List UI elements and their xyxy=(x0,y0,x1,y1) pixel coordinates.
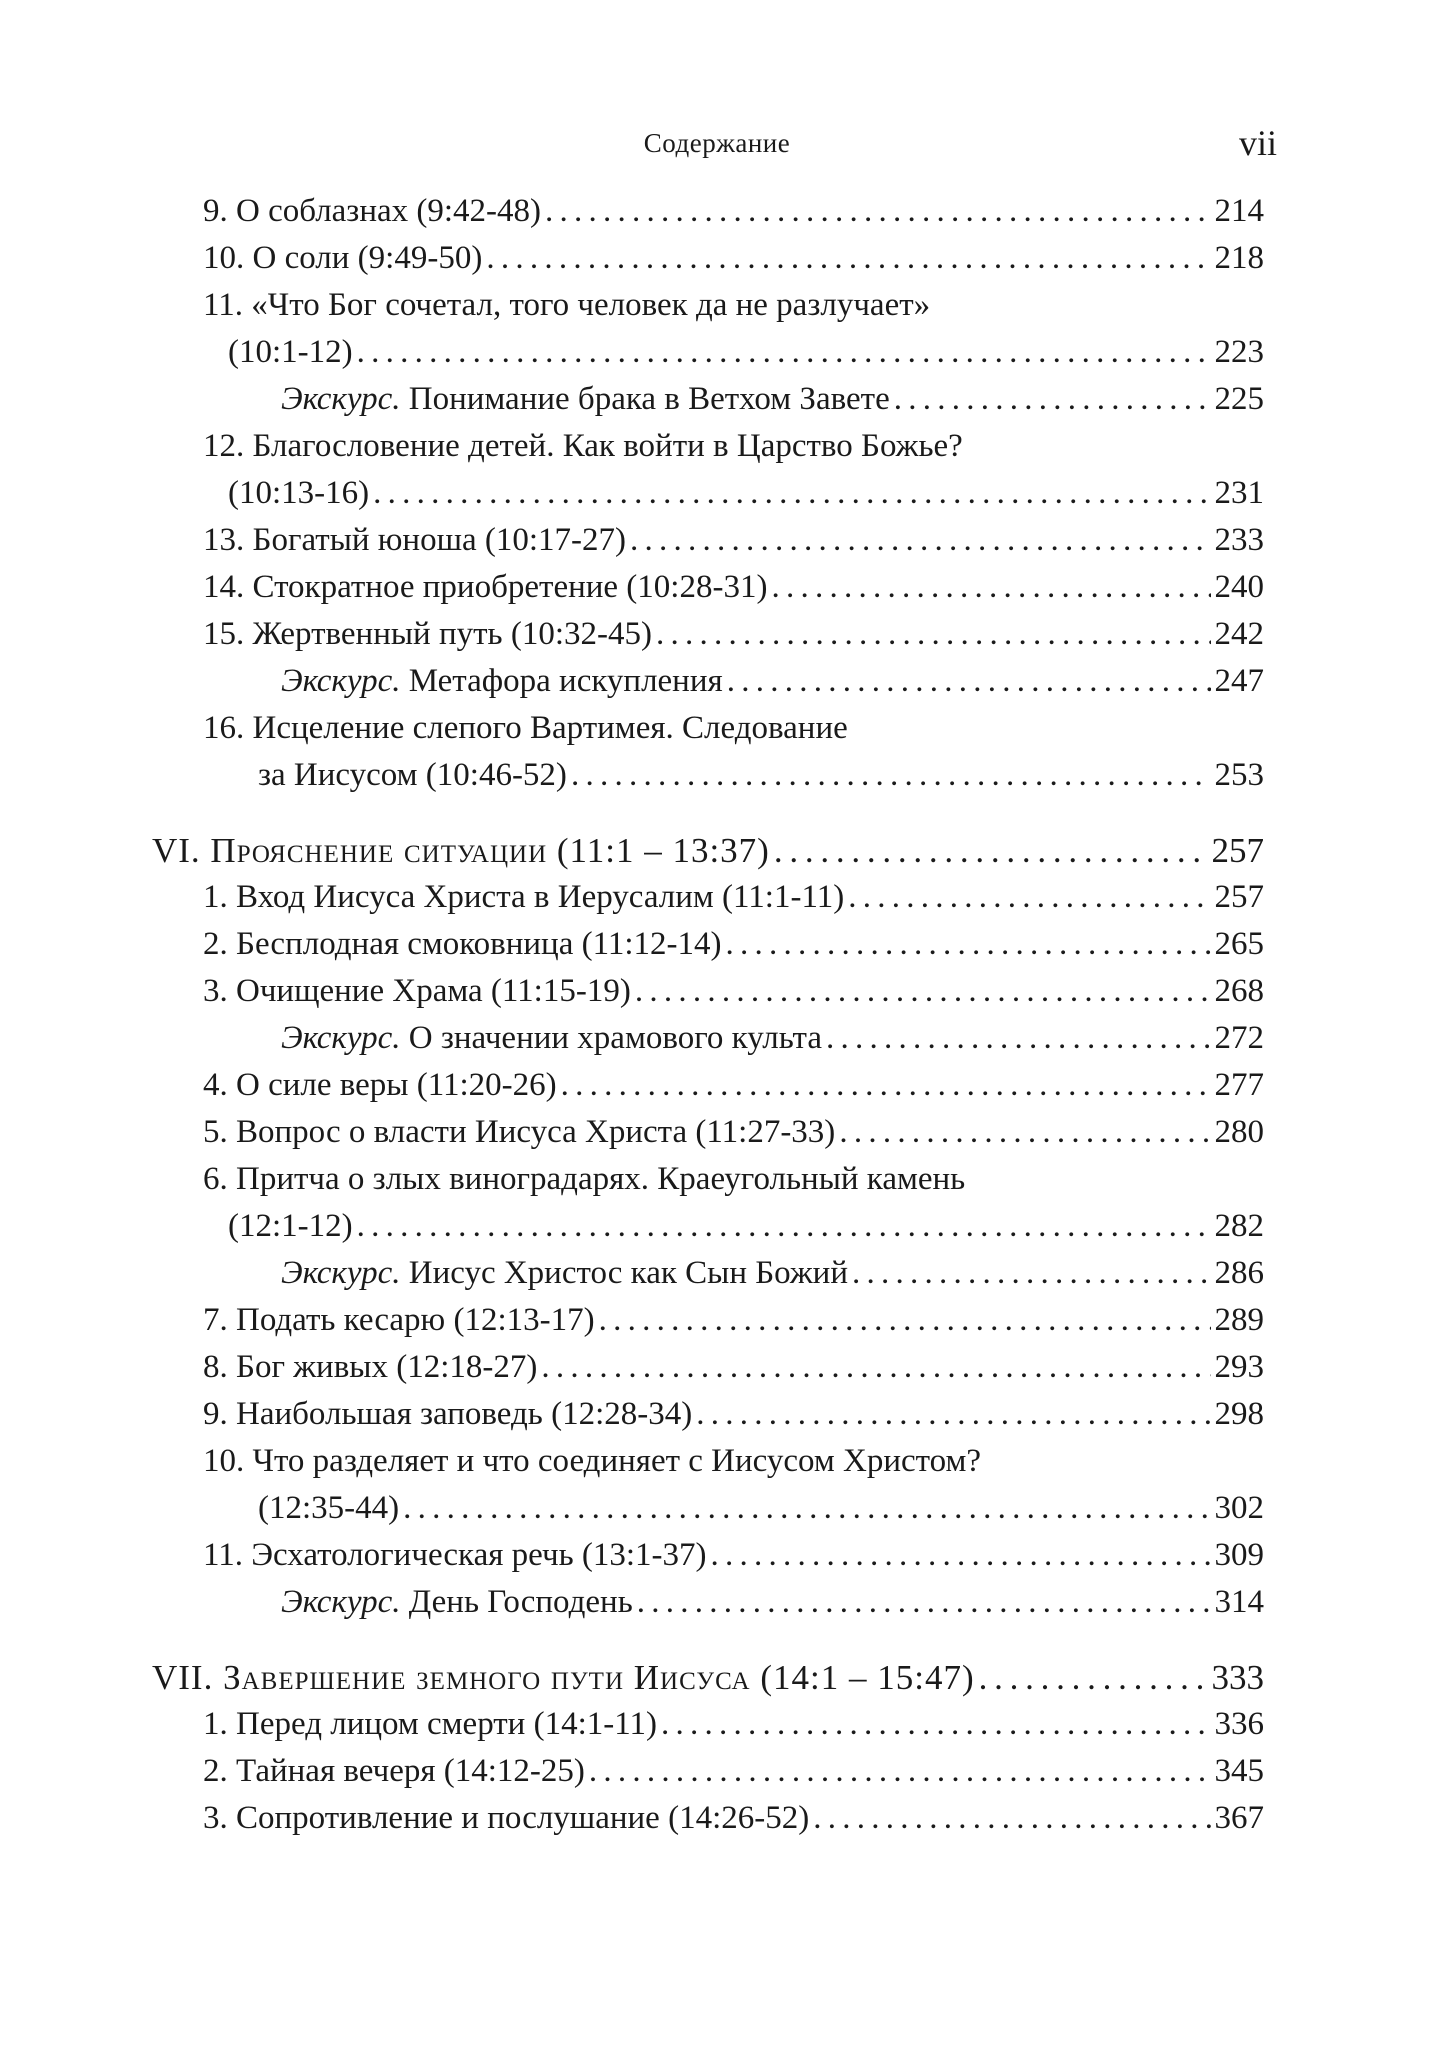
toc-entry[interactable] xyxy=(0,282,1434,376)
toc-excursus[interactable] xyxy=(0,1250,1434,1297)
dot-leader xyxy=(541,1344,1210,1391)
running-head xyxy=(0,122,1434,172)
dot-leader xyxy=(813,1795,1210,1842)
dot-leader xyxy=(826,1015,1210,1062)
table-of-contents xyxy=(0,188,1434,1842)
toc-entry-page: 302 xyxy=(1214,1490,1264,1526)
toc-entry-page: 223 xyxy=(1214,334,1264,370)
toc-entry-page: 240 xyxy=(1214,569,1264,605)
toc-entry-page: 289 xyxy=(1214,1302,1264,1338)
toc-entry-title: Иисус Христос как Сын Божий xyxy=(408,1255,848,1291)
toc-entry-page: 333 xyxy=(1211,1658,1264,1697)
dot-leader xyxy=(630,517,1210,564)
toc-entry-title-continuation: за Иисусом (10:46-52) xyxy=(258,757,567,793)
dot-leader xyxy=(894,376,1211,423)
toc-entry-title: 3. Очищение Храма (11:15-19) xyxy=(203,973,631,1009)
toc-entry-page: 214 xyxy=(1214,193,1264,229)
excursus-label: Экскурс. xyxy=(281,1020,401,1056)
toc-entry-title: Понимание брака в Ветхом Завете xyxy=(408,381,890,417)
toc-entry[interactable] xyxy=(0,517,1434,564)
toc-excursus[interactable] xyxy=(0,376,1434,423)
toc-entry-title: О значении храмового культа xyxy=(408,1020,823,1056)
toc-entry[interactable] xyxy=(0,1297,1434,1344)
toc-entry-title: 7. Подать кесарю (12:13-17) xyxy=(203,1302,595,1338)
toc-entry-page: 286 xyxy=(1214,1255,1264,1291)
dot-leader xyxy=(848,874,1210,921)
dot-leader xyxy=(711,1532,1211,1579)
dot-leader xyxy=(661,1701,1210,1748)
toc-entry[interactable] xyxy=(0,968,1434,1015)
dot-leader xyxy=(561,1062,1211,1109)
dot-leader xyxy=(839,1109,1210,1156)
toc-entry-title-continuation: (10:13-16) xyxy=(228,475,370,511)
toc-entry[interactable] xyxy=(0,1795,1434,1842)
toc-entry-title: День Господень xyxy=(408,1584,633,1620)
toc-entry-page: 277 xyxy=(1214,1067,1264,1103)
toc-entry[interactable] xyxy=(0,564,1434,611)
toc-entry-title: 1. Вход Иисуса Христа в Иерусалим (11:1-11) xyxy=(203,879,845,915)
toc-entry[interactable] xyxy=(0,1748,1434,1795)
dot-leader xyxy=(637,1579,1211,1626)
dot-leader xyxy=(571,752,1211,799)
dot-leader xyxy=(589,1748,1211,1795)
dot-leader xyxy=(852,1250,1211,1297)
dot-leader xyxy=(774,827,1208,874)
toc-excursus[interactable] xyxy=(0,658,1434,705)
toc-entry[interactable] xyxy=(0,235,1434,282)
toc-entry[interactable] xyxy=(0,1391,1434,1438)
excursus-label: Экскурс. xyxy=(281,381,401,417)
toc-entry-page: 225 xyxy=(1214,381,1264,417)
toc-entry[interactable] xyxy=(0,1156,1434,1250)
toc-entry-title-continuation: (12:35-44) xyxy=(258,1490,400,1526)
toc-entry-page: 293 xyxy=(1214,1349,1264,1385)
toc-entry-title-continuation: (10:1-12) xyxy=(228,334,353,370)
dot-leader xyxy=(771,564,1210,611)
dot-leader xyxy=(726,921,1211,968)
toc-entry-title: 5. Вопрос о власти Иисуса Христа (11:27-33) xyxy=(203,1114,836,1150)
toc-entry[interactable] xyxy=(0,921,1434,968)
toc-entry-page: 233 xyxy=(1214,522,1264,558)
toc-entry-page: 345 xyxy=(1214,1753,1264,1789)
toc-entry[interactable] xyxy=(0,1438,1434,1532)
dot-leader xyxy=(357,1203,1211,1250)
toc-entry-page: 298 xyxy=(1214,1396,1264,1432)
toc-entry[interactable] xyxy=(0,1532,1434,1579)
toc-entry-title: 9. Наибольшая заповедь (12:28-34) xyxy=(203,1396,693,1432)
toc-entry-title: 12. Благословение детей. Как войти в Царство Божье? xyxy=(203,428,963,464)
toc-entry[interactable] xyxy=(0,1062,1434,1109)
toc-entry-page: 257 xyxy=(1211,831,1264,870)
toc-entry[interactable] xyxy=(0,188,1434,235)
toc-entry-title: 10. Что разделяет и что соединяет с Иисусом Христом? xyxy=(203,1443,982,1479)
toc-entry-page: 231 xyxy=(1214,475,1264,511)
excursus-label: Экскурс. xyxy=(281,1584,401,1620)
dot-leader xyxy=(979,1654,1208,1701)
toc-entry-page: 253 xyxy=(1214,757,1264,793)
toc-excursus[interactable] xyxy=(0,1579,1434,1626)
toc-entry-title: 14. Стократное приобретение (10:28-31) xyxy=(203,569,768,605)
dot-leader xyxy=(727,658,1211,705)
toc-entry-title: Метафора искупления xyxy=(408,663,723,699)
toc-entry-title: 6. Притча о злых виноградарях. Краеугольный камень xyxy=(203,1161,966,1197)
running-title: Содержание xyxy=(643,128,791,158)
toc-entry[interactable] xyxy=(0,423,1434,517)
toc-entry-title: 15. Жертвенный путь (10:32-45) xyxy=(203,616,652,652)
toc-entry-page: 309 xyxy=(1214,1537,1264,1573)
toc-entry[interactable] xyxy=(0,705,1434,799)
excursus-label: Экскурс. xyxy=(281,1255,401,1291)
toc-section[interactable] xyxy=(0,1654,1434,1701)
toc-entry-page: 265 xyxy=(1214,926,1264,962)
toc-entry-title: 1. Перед лицом смерти (14:1-11) xyxy=(203,1706,658,1742)
toc-entry-title: 2. Тайная вечеря (14:12-25) xyxy=(203,1753,585,1789)
toc-entry-page: 282 xyxy=(1214,1208,1264,1244)
dot-leader xyxy=(357,329,1211,376)
dot-leader xyxy=(696,1391,1210,1438)
toc-entry-title: 8. Бог живых (12:18-27) xyxy=(203,1349,538,1385)
toc-entry-page: 242 xyxy=(1214,616,1264,652)
toc-entry[interactable] xyxy=(0,611,1434,658)
toc-entry-page: 314 xyxy=(1214,1584,1264,1620)
toc-entry-title: 10. О соли (9:49-50) xyxy=(203,240,483,276)
toc-entry[interactable] xyxy=(0,1701,1434,1748)
dot-leader xyxy=(599,1297,1211,1344)
dot-leader xyxy=(373,470,1210,517)
toc-entry-page: 268 xyxy=(1214,973,1264,1009)
toc-entry[interactable] xyxy=(0,874,1434,921)
toc-entry-page: 280 xyxy=(1214,1114,1264,1150)
excursus-label: Экскурс. xyxy=(281,663,401,699)
dot-leader xyxy=(486,235,1210,282)
toc-section-title: VII. Завершение земного пути Иисуса (14:1 – 15:47) xyxy=(152,1658,975,1697)
dot-leader xyxy=(635,968,1211,1015)
toc-entry-title: 13. Богатый юноша (10:17-27) xyxy=(203,522,627,558)
toc-section[interactable] xyxy=(0,827,1434,874)
toc-entry[interactable] xyxy=(0,1109,1434,1156)
toc-entry-page: 336 xyxy=(1214,1706,1264,1742)
toc-entry-title: 11. Эсхатологическая речь (13:1-37) xyxy=(203,1537,707,1573)
toc-entry-title-continuation: (12:1-12) xyxy=(228,1208,353,1244)
toc-entry-page: 367 xyxy=(1214,1800,1264,1836)
toc-entry[interactable] xyxy=(0,1344,1434,1391)
toc-excursus[interactable] xyxy=(0,1015,1434,1062)
dot-leader xyxy=(545,188,1210,235)
toc-entry-page: 247 xyxy=(1214,663,1264,699)
toc-entry-title: 3. Сопротивление и послушание (14:26-52) xyxy=(203,1800,810,1836)
toc-entry-title: 16. Исцеление слепого Вартимея. Следование xyxy=(203,710,848,746)
toc-entry-title: 9. О соблазнах (9:42-48) xyxy=(203,193,542,229)
toc-entry-page: 218 xyxy=(1214,240,1264,276)
toc-entry-title: 11. «Что Бог сочетал, того человек да не разлучает» xyxy=(203,287,931,323)
toc-entry-title: 2. Бесплодная смоковница (11:12-14) xyxy=(203,926,722,962)
dot-leader xyxy=(403,1485,1210,1532)
toc-section-title: VI. Прояснение ситуации (11:1 – 13:37) xyxy=(152,831,770,870)
page-number: vii xyxy=(1238,123,1277,163)
dot-leader xyxy=(656,611,1211,658)
toc-entry-page: 257 xyxy=(1214,879,1264,915)
toc-entry-title: 4. О силе веры (11:20-26) xyxy=(203,1067,557,1103)
toc-entry-page: 272 xyxy=(1214,1020,1264,1056)
